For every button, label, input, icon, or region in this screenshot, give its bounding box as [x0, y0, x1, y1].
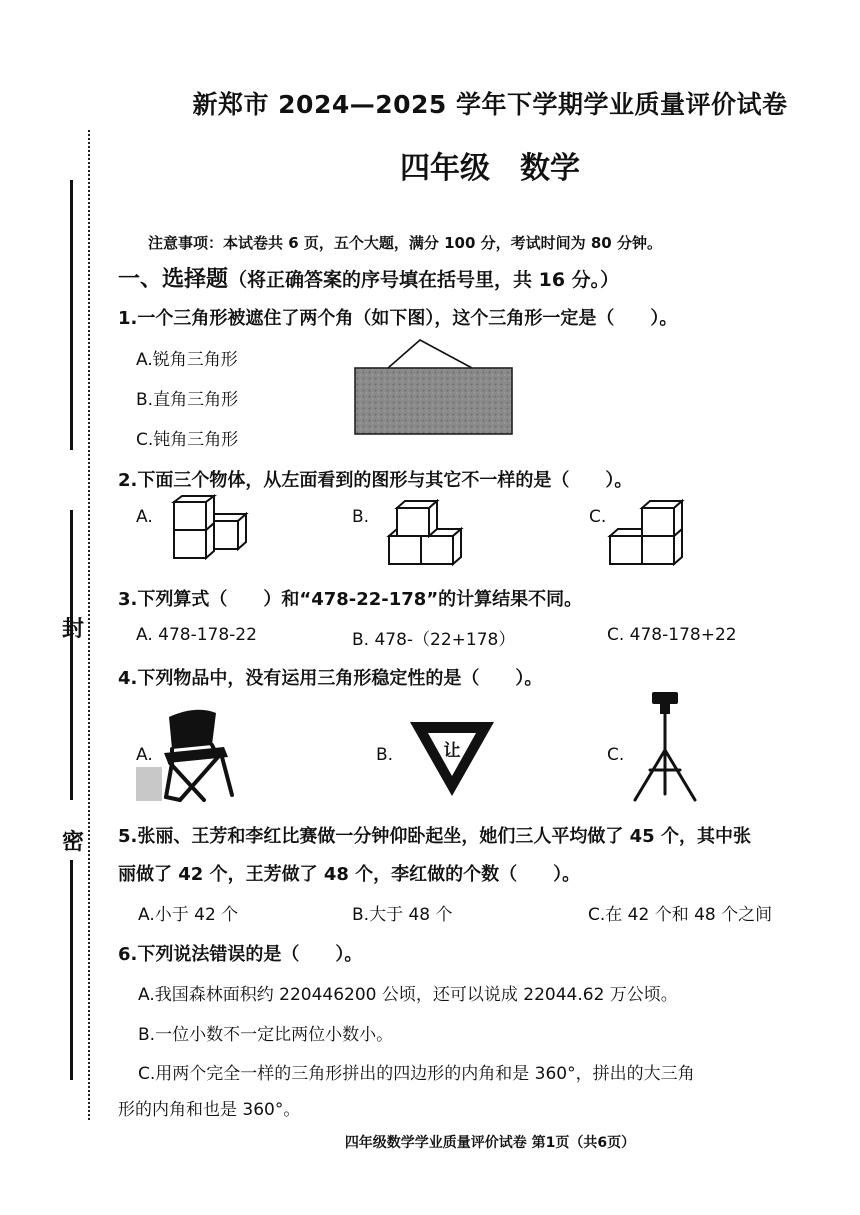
question-5-option-b: B.大于 48 个 [352, 905, 453, 925]
tripod-icon [630, 690, 700, 805]
covered-triangle-figure [350, 335, 520, 440]
question-5-stem-line2: 丽做了 42 个，王芳做了 48 个，李红做的个数（ ）。 [118, 864, 581, 885]
question-2-stem: 2.下面三个物体，从左面看到的图形与其它不一样的是（ ）。 [118, 470, 633, 491]
cube-stack-b-icon [385, 496, 470, 572]
binding-line [70, 180, 73, 450]
question-6-option-a: A.我国森林面积约 220446200 公顷，还可以说成 22044.62 万公顷。 [138, 985, 678, 1005]
question-5-stem-line1: 5.张丽、王芳和李红比赛做一分钟仰卧起坐，她们三人平均做了 45 个，其中张 [118, 826, 751, 847]
folding-chair-icon [136, 705, 246, 805]
binding-char-mi: 密 [62, 830, 85, 855]
yield-sign-icon [408, 718, 496, 800]
question-6-stem: 6.下列说法错误的是（ ）。 [118, 944, 363, 965]
question-5-option-c: C.在 42 个和 48 个之间 [588, 905, 773, 925]
exam-notice: 注意事项：本试卷共 6 页，五个大题，满分 100 分，考试时间为 80 分钟。 [148, 234, 662, 252]
question-3-option-b: B. 478-（22+178） [352, 630, 516, 650]
section-title: 一、选择题 [118, 267, 229, 292]
page-footer: 四年级数学学业质量评价试卷 第1页（共6页） [344, 1135, 636, 1151]
question-1-stem: 1.一个三角形被遮住了两个角（如下图），这个三角形一定是（ ）。 [118, 308, 678, 329]
question-3-option-c: C. 478-178+22 [607, 625, 737, 645]
binding-char-feng: 封 [62, 617, 85, 642]
question-5-option-a: A.小于 42 个 [138, 905, 239, 925]
question-2-option-a: A. [136, 507, 153, 527]
section-heading [118, 262, 619, 293]
binding-margin [0, 125, 95, 1125]
binding-line [70, 510, 73, 800]
question-6-option-c-line1: C.用两个完全一样的三角形拼出的四边形的内角和是 360°，拼出的大三角 [138, 1064, 695, 1084]
yield-sign-text: 让 [443, 741, 461, 761]
question-2-option-b: B. [352, 507, 370, 527]
question-1-option-b: B.直角三角形 [136, 390, 239, 410]
question-4-option-b: B. [376, 745, 394, 765]
question-6-option-c-line2: 形的内角和也是 360°。 [118, 1100, 301, 1120]
binding-line [70, 860, 73, 1080]
binding-dotted-line [88, 130, 90, 1120]
cube-stack-a-icon [170, 496, 250, 566]
question-6-option-b: B.一位小数不一定比两位小数小。 [138, 1025, 394, 1045]
exam-subtitle: 四年级 数学 [400, 151, 580, 186]
exam-title: 新郑市 2024—2025 学年下学期学业质量评价试卷 [192, 90, 788, 119]
question-3-option-a: A. 478-178-22 [136, 625, 257, 645]
cube-stack-c-icon [606, 496, 691, 572]
question-2-option-c: C. [589, 507, 607, 527]
question-1-option-a: A.锐角三角形 [136, 350, 238, 370]
question-1-option-c: C.钝角三角形 [136, 430, 239, 450]
question-4-option-c: C. [607, 745, 625, 765]
section-note: （将正确答案的序号填在括号里，共 16 分。） [228, 269, 620, 291]
question-4-option-a: A. [136, 745, 153, 765]
question-3-stem: 3.下列算式（ ）和“478-22-178”的计算结果不同。 [118, 589, 583, 610]
question-4-stem: 4.下列物品中，没有运用三角形稳定性的是（ ）。 [118, 668, 543, 689]
